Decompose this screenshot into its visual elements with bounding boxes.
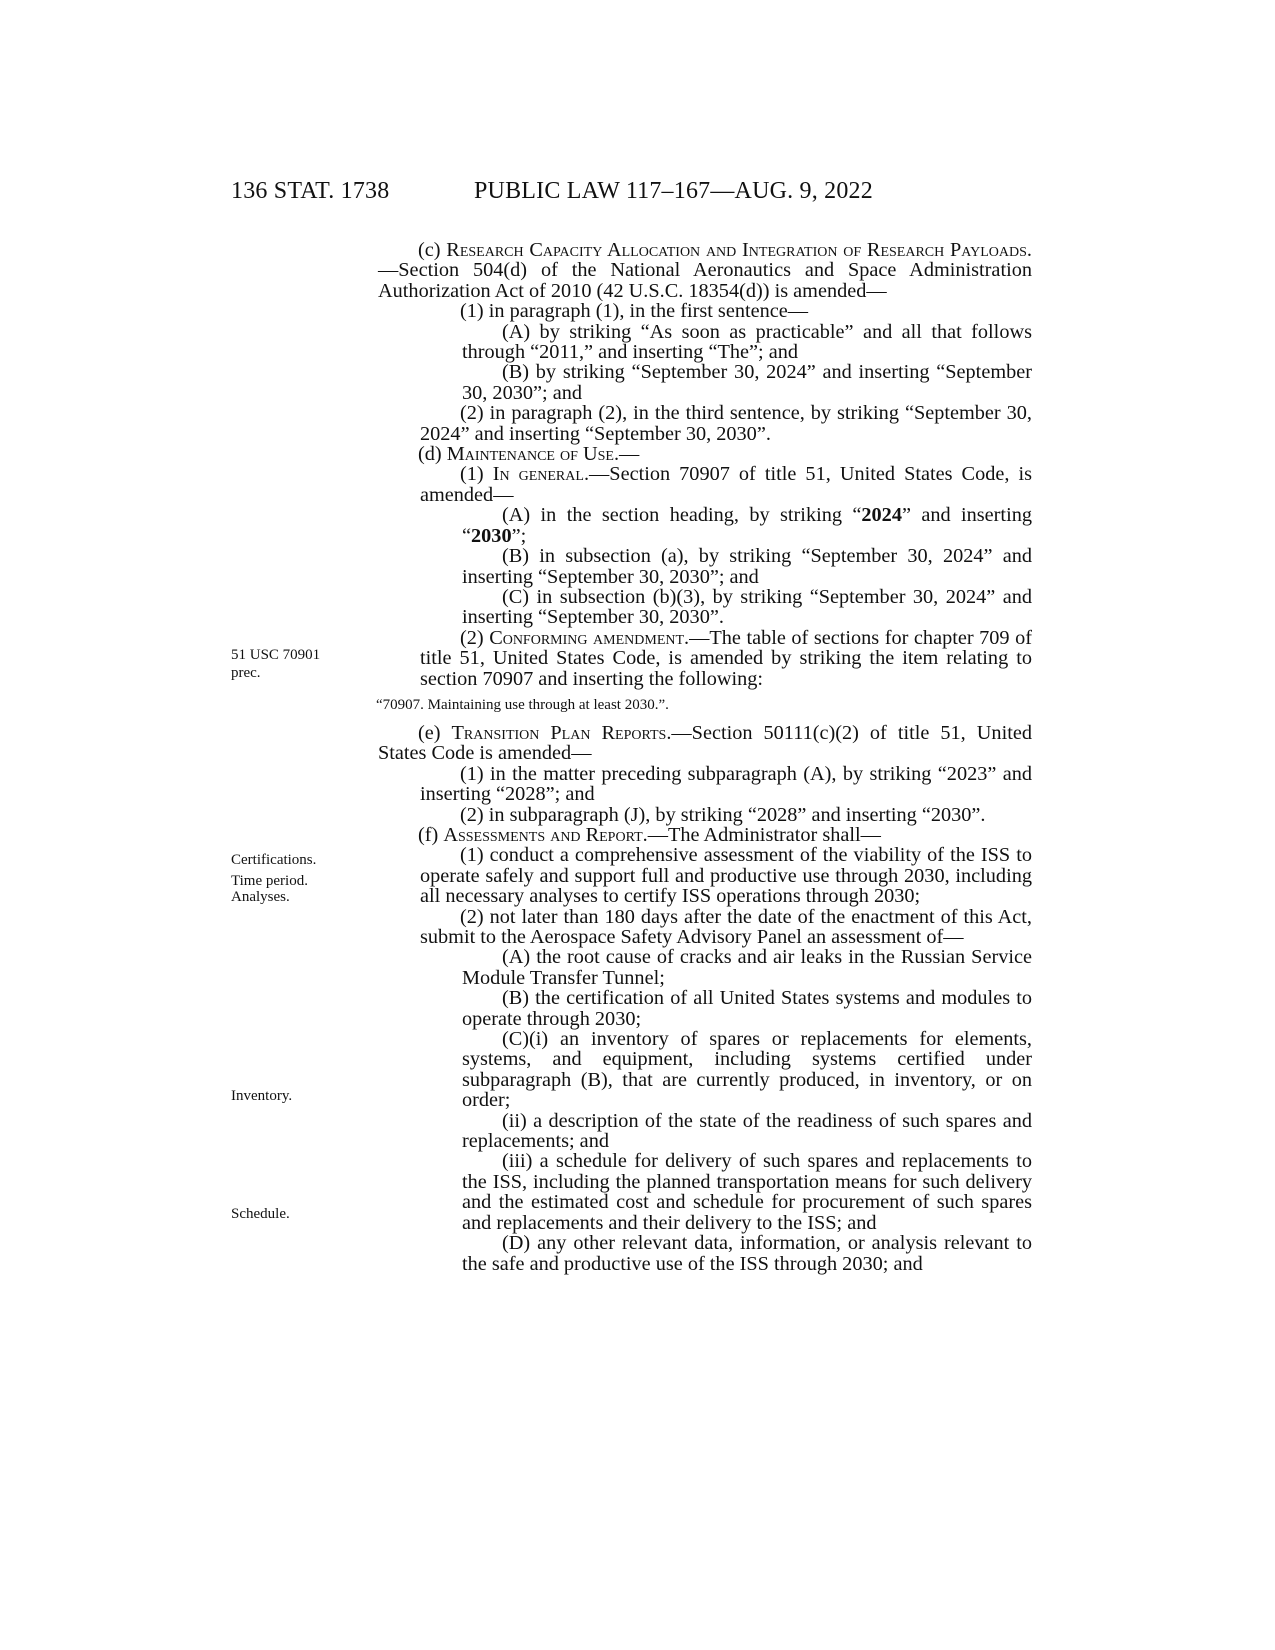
- paragraph-f2: (2) not later than 180 days after the date of the enactment of this Act, submit to the Aerospace Safety Advisory Panel an assessment of—: [420, 905, 1032, 948]
- statute-body: [378, 240, 1032, 1274]
- subsection-d: [378, 444, 1032, 464]
- margin-note-time-period: Time period.: [231, 873, 308, 889]
- subsection-d-suffix: .—: [613, 443, 640, 466]
- subparagraph-d1B: (B) in subsection (a), by striking “September 30, 2024” and inserting “September 30, 2030”; and: [462, 545, 1032, 588]
- paragraph-d2-prefix: (2): [460, 626, 490, 649]
- subparagraph-d1A: [378, 505, 1032, 546]
- page-stat-number: 136 STAT. 1738: [231, 178, 390, 204]
- subparagraph-f2D: (D) any other relevant data, information, or analysis relevant to the safe and productive use of the ISS through 2030; and: [462, 1232, 1032, 1275]
- table-of-sections-item: “70907. Maintaining use through at least 2030.”.: [376, 696, 669, 713]
- paragraph-c2: (2) in paragraph (2), in the third sentence, by striking “September 30, 2024” and inserting “September 30, 2030”.: [420, 402, 1032, 445]
- subparagraph-f2A: (A) the root cause of cracks and air leaks in the Russian Service Module Transfer Tunnel;: [462, 946, 1032, 989]
- subsection-d-prefix: (d): [418, 443, 447, 466]
- subsection-e-heading: Transition Plan Reports: [451, 721, 667, 744]
- subparagraph-d1A-post: ”;: [511, 524, 527, 547]
- subparagraph-d1A-bold-2030: 2030: [471, 524, 512, 547]
- paragraph-e2: (2) in subparagraph (J), by striking “2028” and inserting “2030”.: [460, 803, 986, 826]
- paragraph-d2-heading: Conforming amendment: [489, 626, 685, 649]
- running-header: PUBLIC LAW 117–167—AUG. 9, 2022: [474, 178, 873, 204]
- subparagraph-f2B: (B) the certification of all United States systems and modules to operate through 2030;: [462, 987, 1032, 1030]
- margin-note-inventory: Inventory.: [231, 1088, 293, 1104]
- subparagraph-d1A-pre: (A) in the section heading, by striking “: [502, 504, 862, 527]
- subparagraph-d1A-bold-2024: 2024: [861, 504, 902, 527]
- paragraph-d2: [378, 628, 1032, 689]
- clause-f2Ciii: (iii) a schedule for delivery of such spares and replacements to the ISS, including the planned transportation means for such delivery and the estimated cost and schedule for procurement of such spares and replacements and their delivery to the ISS; and: [462, 1150, 1032, 1234]
- paragraph-f1: (1) conduct a comprehensive assessment of the viability of the ISS to operate safely and support full and productive use through 2030, including all necessary analyses to certify ISS operations through 2030;: [420, 844, 1032, 908]
- paragraph-d1: [378, 464, 1032, 505]
- subsection-e-prefix: (e): [418, 721, 452, 744]
- paragraph-c1: (1) in paragraph (1), in the first sentence—: [460, 300, 809, 323]
- paragraph-d1-text: .—Section 70907 of title 51, United States Code, is amended—: [420, 463, 1033, 506]
- subsection-e-text: .—Section 50111(c)(2) of title 51, United States Code is amended—: [378, 721, 1032, 765]
- subparagraph-d1A-mid: ” and inserting “: [462, 504, 1032, 547]
- margin-note-certifications: Certifications.: [231, 852, 317, 868]
- subparagraph-d1C: (C) in subsection (b)(3), by striking “September 30, 2024” and inserting “September 30, 2030”.: [462, 585, 1032, 629]
- margin-note-usc: [231, 646, 320, 682]
- subsection-d-heading: Maintenance of Use: [446, 443, 614, 466]
- subsection-f-text: .—The Administrator shall—: [642, 823, 881, 846]
- margin-note-usc-line2: prec.: [231, 665, 261, 681]
- clause-f2Ci: (C)(i) an inventory of spares or replacements for elements, systems, and equipment, including systems certified under subparagraph (B), that are currently produced, in inventory, or on order;: [462, 1028, 1032, 1112]
- subsection-c-text: .—Section 504(d) of the National Aeronautics and Space Administration Authorization Act of 2010 (42 U.S.C. 18354(d)) is amended—: [378, 239, 1032, 302]
- clause-f2Cii: (ii) a description of the state of the readiness of such spares and replacements; and: [462, 1109, 1032, 1153]
- subsection-f-prefix: (f): [418, 823, 444, 846]
- margin-note-usc-line1: 51 USC 70901: [231, 647, 321, 663]
- subsection-e: [378, 723, 1032, 764]
- subparagraph-c1A: (A) by striking “As soon as practicable” and all that follows through “2011,” and inserting “The”; and: [462, 320, 1032, 364]
- paragraph-d1-heading: In general: [492, 463, 584, 486]
- subsection-c-prefix: (c): [418, 239, 447, 261]
- paragraph-d1-prefix: (1): [460, 463, 493, 486]
- margin-note-schedule: Schedule.: [231, 1206, 290, 1222]
- margin-note-analyses: Analyses.: [231, 889, 290, 905]
- paragraph-e1: (1) in the matter preceding subparagraph (A), by striking “2023” and inserting “2028”; and: [420, 762, 1032, 806]
- subsection-c-heading: Research Capacity Allocation and Integration of Research Payloads: [446, 239, 1027, 261]
- paragraph-d2-text: .—The table of sections for chapter 709 of title 51, United States Code, is amended by striking the item relating to section 70907 and inserting the following:: [420, 626, 1032, 690]
- subparagraph-c1B: (B) by striking “September 30, 2024” and inserting “September 30, 2030”; and: [462, 361, 1032, 404]
- subsection-c: [378, 240, 1032, 301]
- subsection-f-heading: Assessments and Report: [443, 823, 643, 846]
- subsection-f: [378, 825, 1032, 845]
